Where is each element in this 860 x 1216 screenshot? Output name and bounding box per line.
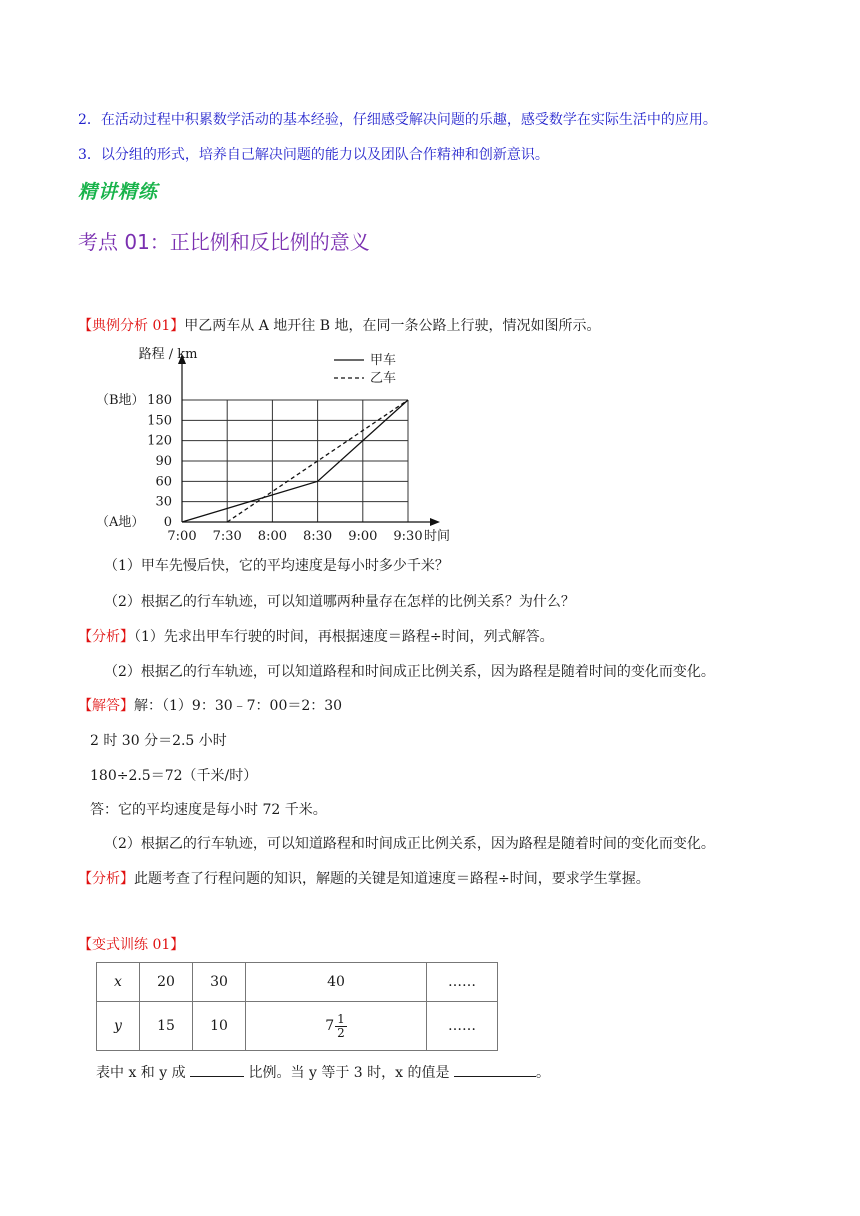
comment-tag: 【分析】	[78, 871, 134, 887]
table-cell-label: y	[97, 1002, 140, 1051]
table-cell-fraction	[246, 1002, 427, 1051]
practice-question	[96, 1062, 550, 1083]
answer-2: 2 时 30 分＝2.5 小时	[90, 733, 227, 749]
table-row	[97, 963, 498, 1002]
comment-line	[78, 869, 650, 889]
answer-3: 180÷2.5＝72（千米/时）	[90, 768, 258, 784]
table-cell: 30	[193, 963, 246, 1002]
y-tick-label: 90	[155, 454, 172, 469]
y-tick-label: 60	[155, 474, 172, 490]
y-mark-bottom: （A地）	[96, 515, 145, 530]
table-cell: 15	[140, 1002, 193, 1051]
answer-tag: 【解答】	[78, 698, 134, 714]
distance-time-chart	[96, 342, 451, 547]
mixed-fraction	[325, 1013, 347, 1040]
legend-label: 甲车	[370, 353, 397, 368]
y-tick-label: 120	[147, 433, 172, 449]
xy-table	[96, 962, 498, 1051]
x-tick-label: 8:00	[257, 529, 288, 544]
section-heading: 精讲精练	[78, 181, 159, 203]
table-cell: 20	[140, 963, 193, 1002]
x-tick-label: 7:00	[167, 529, 197, 544]
analysis-1: （1）先求出甲车行驶的时间，再根据速度＝路程÷时间，列式解答。	[134, 629, 554, 645]
y-tick-label: 150	[147, 413, 172, 429]
x-tick-label: 7:30	[212, 529, 242, 544]
y-axis-label: 路程 / km	[138, 347, 198, 362]
answer-blank-1[interactable]	[190, 1062, 244, 1077]
table-cell: ……	[427, 1002, 498, 1051]
question-part-2: 比例。当 y 等于 3 时，x 的值是	[248, 1065, 450, 1081]
comment: 此题考查了行程问题的知识，解题的关键是知道速度＝路程÷时间，要求学生掌握。	[134, 871, 650, 887]
answer-4: 答：它的平均速度是每小时 72 千米。	[90, 802, 327, 818]
table-cell-label: x	[97, 963, 140, 1002]
question-2: （2）根据乙的行车轨迹，可以知道哪两种量存在怎样的比例关系？为什么？	[104, 594, 575, 610]
y-mark-top: （B地）	[96, 393, 145, 408]
y-tick-label: 30	[155, 494, 172, 510]
x-tick-label: 9:30	[393, 529, 423, 544]
example-statement-line	[78, 316, 600, 336]
topic-heading: 考点 01：正比例和反比例的意义	[78, 230, 370, 254]
y-tick-label: 0	[163, 515, 172, 530]
table-cell: 40	[246, 963, 427, 1002]
answer-blank-2[interactable]	[454, 1062, 536, 1077]
goal-3: 3．以分组的形式，培养自己解决问题的能力以及团队合作精神和创新意识。	[78, 147, 549, 163]
x-axis-arrow	[430, 518, 440, 526]
analysis-2: （2）根据乙的行车轨迹，可以知道路程和时间成正比例关系，因为路程是随着时间的变化而变化。	[104, 664, 715, 680]
analysis-tag: 【分析】	[78, 629, 134, 645]
example-statement: 甲乙两车从 A 地开往 B 地，在同一条公路上行驶，情况如图所示。	[184, 318, 601, 334]
x-axis-label: 时间	[424, 529, 451, 544]
practice-tag: 【变式训练 01】	[78, 937, 185, 953]
goal-2: 2．在活动过程中积累数学活动的基本经验，仔细感受解决问题的乐趣，感受数学在实际生活中的应用。	[78, 112, 717, 128]
question-part-3: 。	[535, 1065, 550, 1081]
answer-line-1	[78, 696, 342, 716]
fraction-numerator: 1	[337, 1011, 345, 1026]
legend-label: 乙车	[370, 371, 397, 386]
fraction-whole: 7	[325, 1018, 335, 1034]
table-row	[97, 1002, 498, 1051]
answer-1: 解：（1）9：30﹣7：00＝2：30	[134, 698, 343, 714]
y-tick-label: 180	[147, 393, 172, 408]
fraction-denominator: 2	[337, 1025, 345, 1040]
analysis-line-1	[78, 627, 554, 647]
example-tag: 【典例分析 01】	[78, 318, 185, 334]
x-tick-label: 8:30	[302, 529, 333, 544]
answer-5: （2）根据乙的行车轨迹，可以知道路程和时间成正比例关系，因为路程是随着时间的变化而变化。	[104, 836, 715, 852]
table-cell: 10	[193, 1002, 246, 1051]
question-1: （1）甲车先慢后快，它的平均速度是每小时多少千米？	[104, 558, 449, 574]
x-tick-label: 9:00	[348, 529, 378, 544]
table-cell: ……	[427, 963, 498, 1002]
question-part-1: 表中 x 和 y 成	[96, 1065, 186, 1081]
